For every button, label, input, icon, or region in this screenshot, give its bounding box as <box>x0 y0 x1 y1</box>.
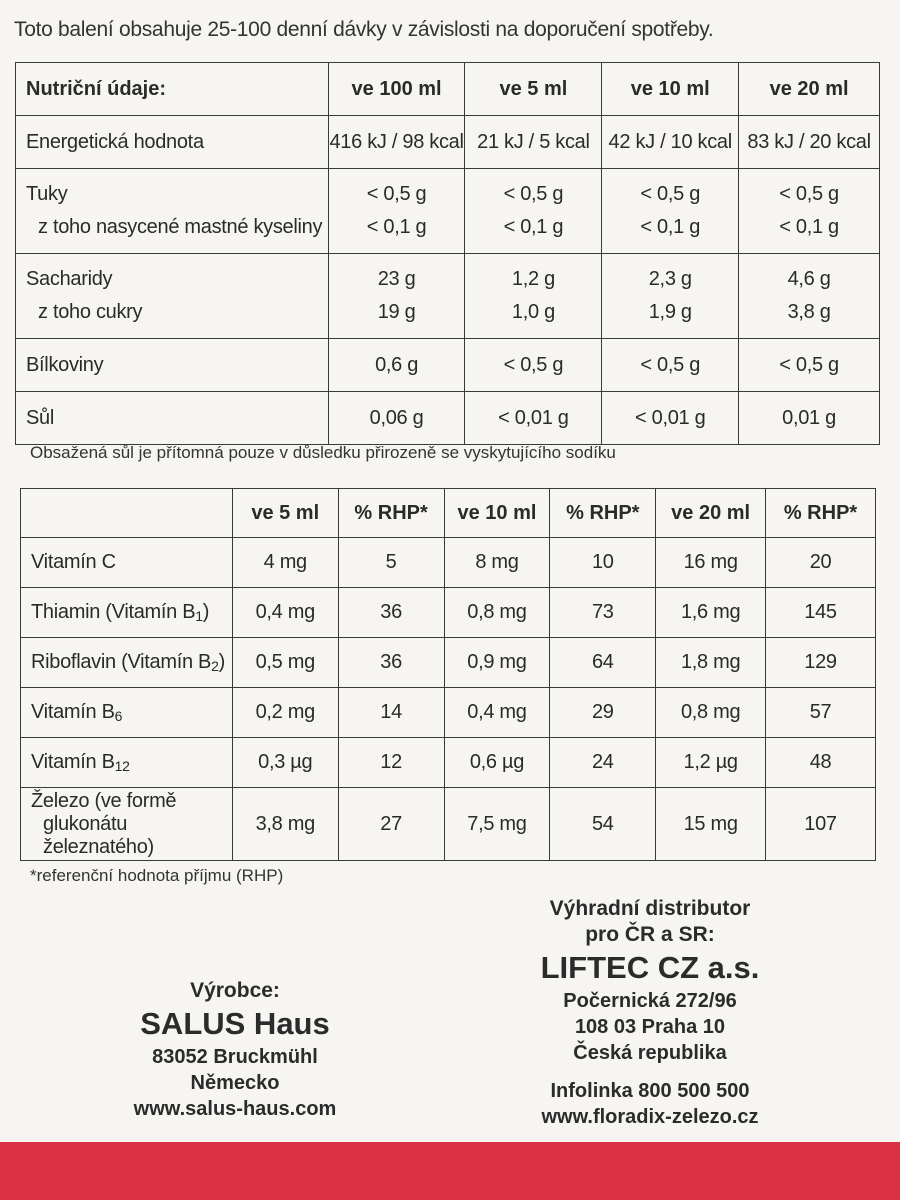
vitamin-b12-10ml: 0,6 µg <box>444 738 550 788</box>
vitamin-b12-rhp-5ml: 12 <box>338 738 444 788</box>
riboflavin-10ml: 0,9 mg <box>444 638 550 688</box>
vitamin-b6-rhp-20ml: 57 <box>766 688 876 738</box>
thiamin-rhp-5ml: 36 <box>338 588 444 638</box>
thiamin-label-sub: 1 <box>195 608 203 624</box>
iron-20ml: 15 mg <box>656 788 766 861</box>
energy-20ml: 83 kJ / 20 kcal <box>739 116 880 169</box>
distributor-title-1: Výhradní distributor <box>549 897 751 920</box>
thiamin-rhp-10ml: 73 <box>550 588 656 638</box>
vitamin-b12-20ml: 1,2 µg <box>656 738 766 788</box>
protein-100ml: 0,6 g <box>328 339 465 392</box>
saturated-10ml: < 0,1 g <box>640 216 701 238</box>
table-row <box>16 254 880 339</box>
nutrition-header-10ml: ve 10 ml <box>602 63 739 116</box>
iron-label-line1: Železo (ve formě <box>31 789 177 812</box>
vitamin-b6-rhp-10ml: 29 <box>550 688 656 738</box>
vitamin-b12-rhp-10ml: 24 <box>550 738 656 788</box>
protein-5ml: < 0,5 g <box>465 339 602 392</box>
sugars-label: z toho cukry <box>38 301 143 323</box>
fat-label: Tuky <box>26 183 68 205</box>
vitamin-c-rhp-20ml: 20 <box>766 538 876 588</box>
distributor-spacer <box>500 1066 800 1078</box>
fat-cell <box>16 169 329 254</box>
fat-5ml-cell <box>465 169 602 254</box>
iron-rhp-10ml: 54 <box>550 788 656 861</box>
salt-10ml: < 0,01 g <box>602 392 739 445</box>
riboflavin-label-text: Riboflavin (Vitamín B <box>31 651 212 673</box>
iron-label-line2: glukonátu železnatého) <box>43 812 154 858</box>
carbs-20ml-cell <box>739 254 880 339</box>
table-row <box>16 169 880 254</box>
distributor-title-2: pro ČR a SR: <box>585 923 715 946</box>
nutrition-table <box>15 62 880 445</box>
table-row <box>21 538 876 588</box>
carbs-5ml-cell <box>465 254 602 339</box>
producer-block <box>100 978 370 1122</box>
nutrition-header-row <box>16 63 880 116</box>
protein-10ml: < 0,5 g <box>602 339 739 392</box>
fat-20ml-cell <box>739 169 880 254</box>
vitamin-header-20ml: ve 20 ml <box>656 489 766 538</box>
vitamin-header-rhp-5ml: % RHP* <box>338 489 444 538</box>
table-row <box>21 688 876 738</box>
vitamin-c-rhp-5ml: 5 <box>338 538 444 588</box>
iron-5ml: 3,8 mg <box>232 788 338 861</box>
vitamin-b12-5ml: 0,3 µg <box>232 738 338 788</box>
sugars-100ml: 19 g <box>377 301 416 323</box>
carbs-cell <box>16 254 329 339</box>
riboflavin-20ml: 1,8 mg <box>656 638 766 688</box>
fat-100ml: < 0,5 g <box>366 183 427 205</box>
saturated-label: z toho nasycené mastné kyseliny <box>38 216 323 238</box>
fat-5ml: < 0,5 g <box>503 183 564 205</box>
riboflavin-label-sub: 2 <box>211 658 219 674</box>
carbs-label: Sacharidy <box>26 268 113 290</box>
iron-rhp-5ml: 27 <box>338 788 444 861</box>
producer-website-link[interactable]: www.salus-haus.com <box>133 1098 337 1120</box>
thiamin-rhp-20ml: 145 <box>766 588 876 638</box>
sugars-5ml: 1,0 g <box>511 301 555 323</box>
table-row <box>16 339 880 392</box>
table-row <box>21 788 876 861</box>
salt-100ml: 0,06 g <box>328 392 465 445</box>
carbs-100ml: 23 g <box>377 268 416 290</box>
saturated-100ml: < 0,1 g <box>366 216 427 238</box>
salt-5ml: < 0,01 g <box>465 392 602 445</box>
vitamin-header-row <box>21 489 876 538</box>
vitamin-b12-label <box>21 738 233 788</box>
vitamin-b6-label <box>21 688 233 738</box>
producer-city: 83052 Bruckmühl <box>152 1046 318 1068</box>
energy-100ml: 416 kJ / 98 kcal <box>328 116 465 169</box>
vitamin-header-10ml: ve 10 ml <box>444 489 550 538</box>
nutrition-header-100ml: ve 100 ml <box>328 63 465 116</box>
vitamin-c-20ml: 16 mg <box>656 538 766 588</box>
vitamin-b12-label-text: Vitamín B <box>31 751 115 773</box>
thiamin-5ml: 0,4 mg <box>232 588 338 638</box>
fat-10ml: < 0,5 g <box>640 183 701 205</box>
vitamin-header-5ml: ve 5 ml <box>232 489 338 538</box>
red-bottom-band <box>0 1142 900 1200</box>
distributor-city: 108 03 Praha 10 <box>574 1016 726 1038</box>
saturated-5ml: < 0,1 g <box>503 216 564 238</box>
riboflavin-label-close: ) <box>218 651 225 673</box>
distributor-hotline: Infolinka 800 500 500 <box>550 1080 750 1102</box>
energy-5ml: 21 kJ / 5 kcal <box>465 116 602 169</box>
protein-label: Bílkoviny <box>16 339 329 392</box>
saturated-20ml: < 0,1 g <box>779 216 839 238</box>
riboflavin-rhp-20ml: 129 <box>766 638 876 688</box>
table-row <box>16 116 880 169</box>
fat-100ml-cell <box>328 169 465 254</box>
energy-10ml: 42 kJ / 10 kcal <box>602 116 739 169</box>
thiamin-label-text: Thiamin (Vitamín B <box>31 601 196 623</box>
salt-20ml: 0,01 g <box>739 392 880 445</box>
salt-note: Obsažená sůl je přítomná pouze v důsledku přirozeně se vyskytujícího sodíku <box>30 443 616 462</box>
riboflavin-label <box>21 638 233 688</box>
table-row <box>16 392 880 445</box>
vitamin-b6-rhp-5ml: 14 <box>338 688 444 738</box>
distributor-country: Česká republika <box>573 1042 727 1064</box>
thiamin-label-close: ) <box>202 601 210 623</box>
package-intro-text: Toto balení obsahuje 25-100 denní dávky v závislosti na doporučení spotřeby. <box>14 18 714 41</box>
nutrition-header-20ml: ve 20 ml <box>739 63 880 116</box>
iron-rhp-20ml: 107 <box>766 788 876 861</box>
carbs-20ml: 4,6 g <box>787 268 831 290</box>
rhp-footnote: *referenční hodnota příjmu (RHP) <box>30 866 284 885</box>
vitamin-b6-label-text: Vitamín B <box>31 701 115 723</box>
producer-country: Německo <box>190 1072 280 1094</box>
producer-name: SALUS Haus <box>140 1006 330 1041</box>
table-row <box>21 638 876 688</box>
vitamin-header-rhp-10ml: % RHP* <box>550 489 656 538</box>
thiamin-10ml: 0,8 mg <box>444 588 550 638</box>
distributor-block <box>500 896 800 1130</box>
thiamin-20ml: 1,6 mg <box>656 588 766 638</box>
riboflavin-rhp-10ml: 64 <box>550 638 656 688</box>
fat-10ml-cell <box>602 169 739 254</box>
thiamin-label <box>21 588 233 638</box>
fat-20ml: < 0,5 g <box>779 183 839 205</box>
sugars-20ml: 3,8 g <box>787 301 831 323</box>
iron-10ml: 7,5 mg <box>444 788 550 861</box>
table-row <box>21 588 876 638</box>
vitamin-header-empty <box>21 489 233 538</box>
carbs-100ml-cell <box>328 254 465 339</box>
energy-label: Energetická hodnota <box>16 116 329 169</box>
vitamin-b6-label-sub: 6 <box>114 708 123 724</box>
vitamin-c-10ml: 8 mg <box>444 538 550 588</box>
vitamin-table <box>20 488 876 861</box>
nutrition-header-label: Nutriční údaje: <box>16 63 329 116</box>
table-row <box>21 738 876 788</box>
vitamin-b12-rhp-20ml: 48 <box>766 738 876 788</box>
nutrition-header-5ml: ve 5 ml <box>465 63 602 116</box>
vitamin-b6-5ml: 0,2 mg <box>232 688 338 738</box>
riboflavin-5ml: 0,5 mg <box>232 638 338 688</box>
carbs-10ml-cell <box>602 254 739 339</box>
distributor-name: LIFTEC CZ a.s. <box>540 950 760 985</box>
salt-label: Sůl <box>16 392 329 445</box>
vitamin-c-rhp-10ml: 10 <box>550 538 656 588</box>
carbs-10ml: 2,3 g <box>648 268 692 290</box>
producer-title: Výrobce: <box>190 979 280 1002</box>
carbs-5ml: 1,2 g <box>511 268 555 290</box>
vitamin-b6-10ml: 0,4 mg <box>444 688 550 738</box>
vitamin-b12-label-sub: 12 <box>114 758 130 774</box>
distributor-street: Počernická 272/96 <box>563 990 737 1012</box>
protein-20ml: < 0,5 g <box>739 339 880 392</box>
iron-label <box>21 788 233 861</box>
distributor-website-link[interactable]: www.floradix-zelezo.cz <box>541 1106 759 1128</box>
vitamin-c-5ml: 4 mg <box>232 538 338 588</box>
riboflavin-rhp-5ml: 36 <box>338 638 444 688</box>
vitamin-header-rhp-20ml: % RHP* <box>766 489 876 538</box>
vitamin-c-label: Vitamín C <box>21 538 233 588</box>
sugars-10ml: 1,9 g <box>648 301 692 323</box>
vitamin-b6-20ml: 0,8 mg <box>656 688 766 738</box>
